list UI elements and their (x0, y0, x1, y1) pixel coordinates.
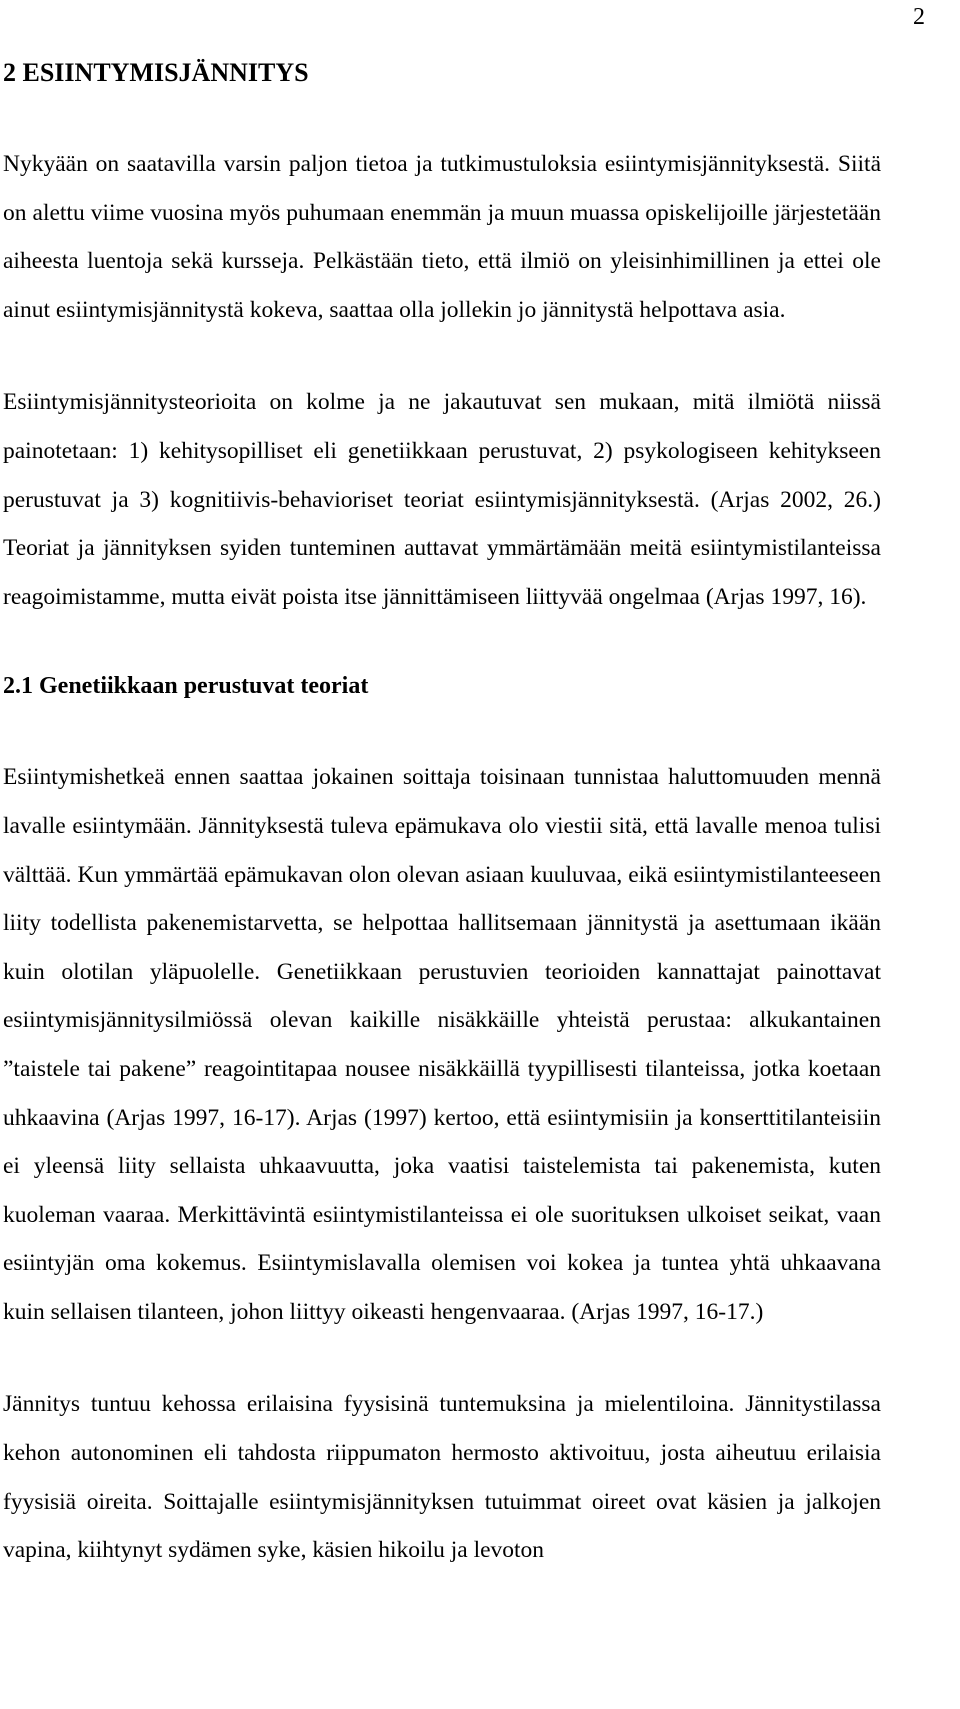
paragraph: Esiintymishetkeä ennen saattaa jokainen soittaja toisinaan tunnistaa haluttomuuden mennä lavalle esiintymään. Jännityksestä tuleva epämukava olo viestii sitä, että lavalle menoa tulisi välttää. Kun ymmärtää epämukavan olon olevan asiaan kuuluvaa, eikä esiintymistilanteeseen liity todellista pakenemistarvetta, se helpottaa hallitsemaan jännitystä ja asettumaan ikään kuin olotilan yläpuolelle. Genetiikkaan perustuvien teorioiden kannattajat painottavat esiintymisjännitysilmiössä olevan kaikille nisäkkäille yhteistä perustaa: alkukantainen ”taistele tai pakene” reagointitapaa nousee nisäkkäillä tyypillisesti tilanteissa, jotka koetaan uhkaavina (Arjas 1997, 16-17). Arjas (1997) kertoo, että esiintymisiin ja konserttitilanteisiin ei yleensä liity sellaista uhkaavuutta, joka vaatisi taistelemista tai pakenemista, kuten kuoleman vaaraa. Merkittävintä esiintymistilanteissa ei ole suorituksen ulkoiset seikat, vaan esiintyjän oma kokemus. Esiintymislavalla olemisen voi kokea ja tuntea yhtä uhkaavana kuin sellaisen tilanteen, johon liittyy oikeasti hengenvaaraa. (Arjas 1997, 16-17.) (3, 764, 881, 1325)
paragraph: Esiintymisjännitysteorioita on kolme ja ne jakautuvat sen mukaan, mitä ilmiötä niissä painotetaan: 1) kehitysopilliset eli genetiikkaan perustuvat, 2) psykologiseen kehitykseen perustuvat ja 3) kognitiivis-behavioriset teoriat esiintymisjännityksestä. (Arjas 2002, 26.) Teoriat ja jännityksen syiden tunteminen auttavat ymmärtämään meitä esiintymistilanteissa reagoimistamme, mutta eivät poista itse jännittämiseen liittyvää ongelmaa (Arjas 1997, 16). (3, 389, 881, 610)
page-number: 2 (913, 4, 925, 30)
document-body (3, 56, 881, 1575)
section-heading: 2.1 Genetiikkaan perustuvat teoriat (3, 673, 369, 700)
paragraph: Jännitys tuntuu kehossa erilaisina fyysisinä tuntemuksina ja mielentiloina. Jännitystilassa kehon autonominen eli tahdosta riippumaton hermosto aktivoituu, josta aiheutuu erilaisia fyysisiä oireita. Soittajalle esiintymisjännityksen tutuimmat oireet ovat käsien ja jalkojen vapina, kiihtynyt sydämen syke, käsien hikoilu ja levoton (3, 1391, 881, 1564)
chapter-heading: 2 ESIINTYMISJÄNNITYS (3, 58, 309, 87)
paragraph: Nykyään on saatavilla varsin paljon tietoa ja tutkimustuloksia esiintymisjännityksestä. Siitä on alettu viime vuosina myös puhumaan enemmän ja muun muassa opiskelijoille järjestetään aiheesta luentoja sekä kursseja. Pelkästään tieto, että ilmiö on yleisinhimillinen ja ettei ole ainut esiintymisjännitystä kokeva, saattaa olla jollekin jo jännitystä helpottava asia. (3, 151, 881, 323)
